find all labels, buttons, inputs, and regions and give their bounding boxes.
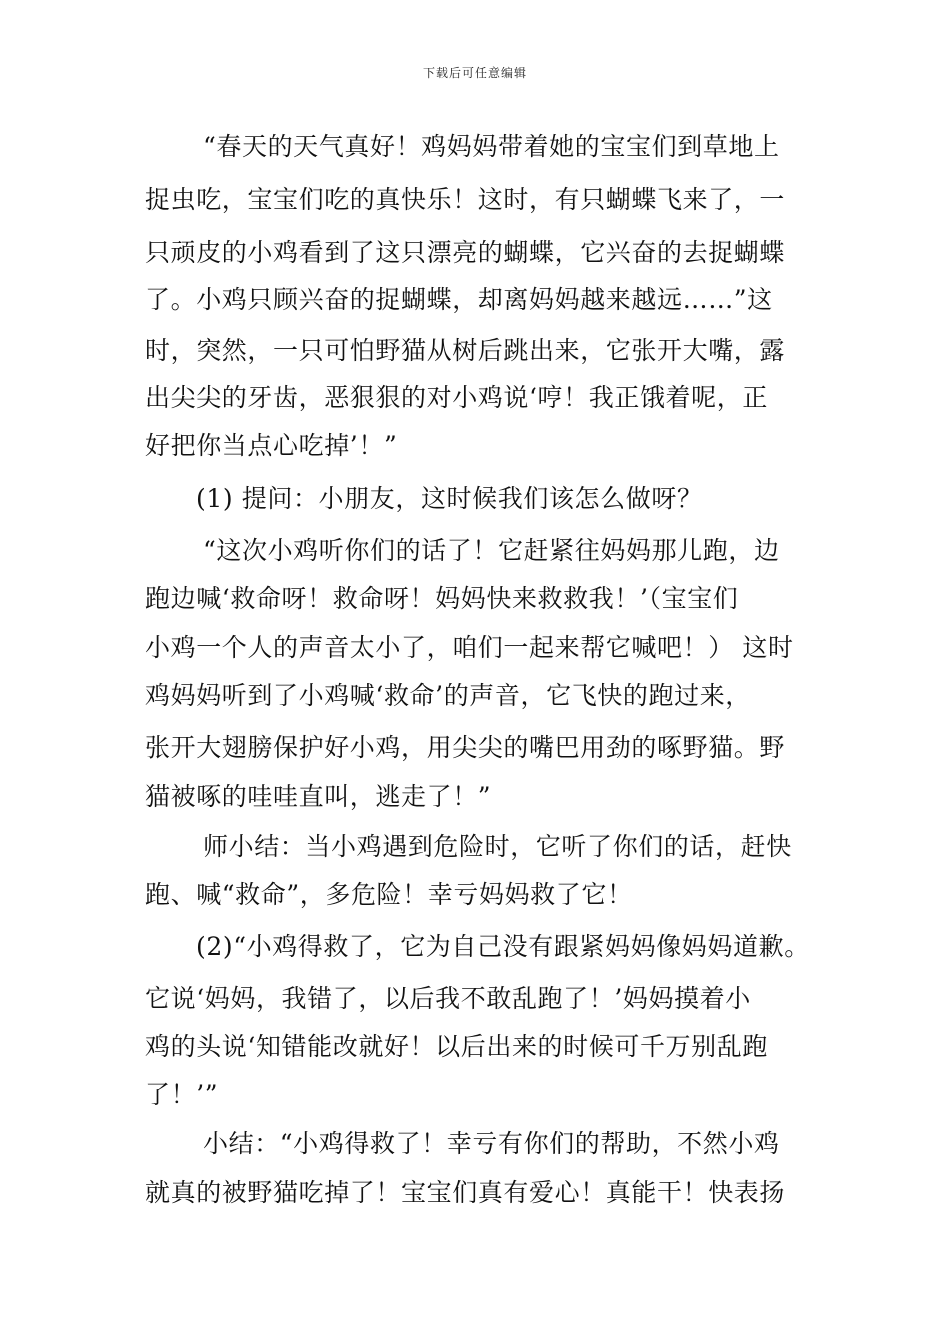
text-line: (1) 提问：小朋友，这时候我们该怎么做呀？ — [196, 484, 703, 513]
text-line: 鸡妈妈听到了小鸡喊‘救命’的声音，它飞快的跑过来， — [145, 681, 751, 710]
text-line: 跑边喊‘救命呀！救命呀！妈妈快来救救我！’（宝宝们 — [145, 584, 739, 613]
text-line: 鸡的头说‘知错能改就好！以后出来的时候可千万别乱跑 — [145, 1032, 768, 1061]
text-line: 时，突然，一只可怕野猫从树后跳出来，它张开大嘴，露 — [145, 336, 786, 365]
text-line: 师小结：当小鸡遇到危险时，它听了你们的话，赶快 — [203, 832, 792, 861]
text-line: “这次小鸡听你们的话了！它赶紧往妈妈那儿跑，边 — [203, 536, 780, 565]
text-line: 它说‘妈妈，我错了，以后我不敢乱跑了！’妈妈摸着小 — [145, 984, 751, 1013]
text-line: 就真的被野猫吃掉了！宝宝们真有爱心！真能干！快表扬 — [145, 1178, 786, 1207]
text-line: 只顽皮的小鸡看到了这只漂亮的蝴蝶，它兴奋的去捉蝴蝶 — [145, 238, 786, 267]
text-line: “春天的天气真好！鸡妈妈带着她的宝宝们到草地上 — [203, 132, 780, 161]
text-line: 猫被啄的哇哇直叫，逃走了！” — [145, 782, 492, 811]
text-line: 出尖尖的牙齿，恶狠狠的对小鸡说‘哼！我正饿着呢，正 — [145, 383, 768, 412]
text-line: (2)“小鸡得救了，它为自己没有跟紧妈妈像妈妈道歉。 — [196, 932, 810, 961]
page-header: 下载后可任意编辑 — [422, 66, 527, 80]
text-line: 了。小鸡只顾兴奋的捉蝴蝶，却离妈妈越来越远……”这 — [145, 285, 773, 314]
text-line: 跑、喊“救命”，多危险！幸亏妈妈救了它！ — [145, 880, 633, 909]
text-line: 了！’” — [145, 1080, 219, 1109]
text-line: 捉虫吃，宝宝们吃的真快乐！这时，有只蝴蝶飞来了，一 — [145, 185, 786, 214]
text-line: 好把你当点心吃掉’！” — [145, 431, 398, 460]
text-line: 张开大翅膀保护好小鸡，用尖尖的嘴巴用劲的啄野猫。野 — [145, 733, 786, 762]
text-line: 小鸡一个人的声音太小了，咱们一起来帮它喊吧！） 这时 — [145, 633, 794, 662]
text-line: 小结：“小鸡得救了！幸亏有你们的帮助，不然小鸡 — [203, 1129, 780, 1158]
